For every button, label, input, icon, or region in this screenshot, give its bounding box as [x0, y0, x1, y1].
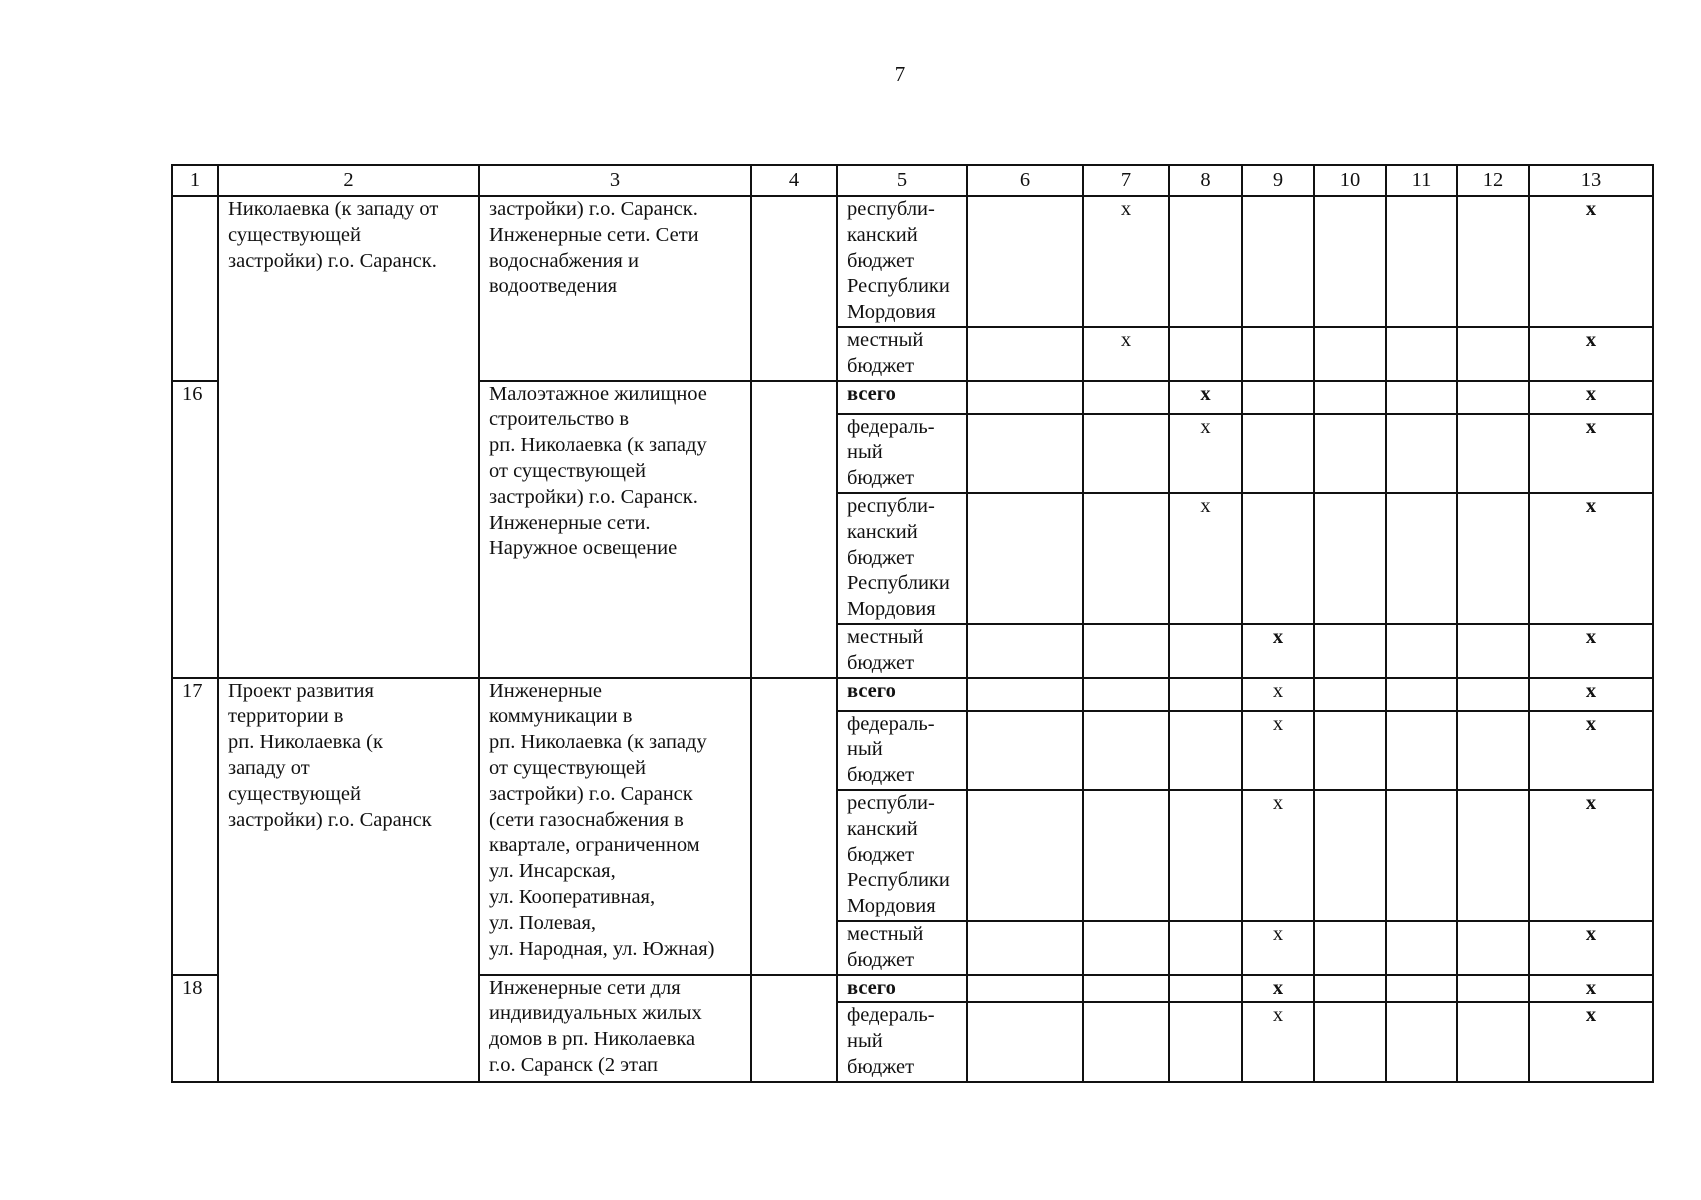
cell-col6 — [967, 975, 1083, 1003]
cell-col11 — [1386, 624, 1457, 678]
project-name-cell: Проект развития территории в рп. Николаевка (к западу от существующей застройки) г.о. Саранск — [218, 678, 479, 1082]
mark-cell: х — [1083, 196, 1169, 327]
page-number: 7 — [894, 62, 906, 86]
cell-col10 — [1314, 678, 1386, 711]
cell-col10 — [1314, 493, 1386, 624]
row-number-cell — [172, 196, 218, 381]
cell-col7 — [1083, 711, 1169, 790]
mark-cell: х — [1169, 381, 1242, 414]
cell-col7 — [1083, 414, 1169, 493]
object-name-cell: Инженерные сети для индивидуальных жилых домов в рп. Николаевка г.о. Саранск (2 этап — [479, 975, 751, 1082]
mark-cell: х — [1529, 790, 1653, 921]
mark-cell: х — [1529, 711, 1653, 790]
cell-col12 — [1457, 1002, 1529, 1081]
cell-col6 — [967, 678, 1083, 711]
cell-col11 — [1386, 678, 1457, 711]
cell-col8 — [1169, 921, 1242, 975]
header-cell: 5 — [837, 165, 967, 196]
cell-col6 — [967, 196, 1083, 327]
cell-col6 — [967, 1002, 1083, 1081]
cell-col12 — [1457, 921, 1529, 975]
cell-col7 — [1083, 493, 1169, 624]
header-cell: 8 — [1169, 165, 1242, 196]
header-cell: 4 — [751, 165, 837, 196]
mark-cell: х — [1529, 381, 1653, 414]
cell-col8 — [1169, 196, 1242, 327]
mark-cell: х — [1242, 678, 1314, 711]
cell-col4 — [751, 975, 837, 1082]
mark-cell: х — [1242, 975, 1314, 1003]
header-cell: 7 — [1083, 165, 1169, 196]
mark-cell: х — [1529, 678, 1653, 711]
cell-col12 — [1457, 790, 1529, 921]
cell-col12 — [1457, 975, 1529, 1003]
mark-cell: х — [1529, 1002, 1653, 1081]
table-row — [172, 678, 1653, 711]
header-cell: 1 — [172, 165, 218, 196]
table-row — [172, 196, 1653, 327]
cell-col7 — [1083, 678, 1169, 711]
cell-col12 — [1457, 327, 1529, 381]
header-cell: 3 — [479, 165, 751, 196]
object-name-cell: Малоэтажное жилищное строительство в рп. Николаевка (к западу от существующей застройки) г.о. Саранск. Инженерные сети. Наружное освещение — [479, 381, 751, 678]
funding-source-cell: местный бюджет — [837, 624, 967, 678]
cell-col6 — [967, 414, 1083, 493]
cell-col8 — [1169, 678, 1242, 711]
project-name-cell: Николаевка (к западу от существующей застройки) г.о. Саранск. — [218, 196, 479, 678]
object-name-cell: Инженерные коммуникации в рп. Николаевка (к западу от существующей застройки) г.о. Саранск (сети газоснабжения в квартале, ограниченном ул. Инсарская, ул. Кооперативная, ул. Полевая, ул. Народная, ул. Южная) — [479, 678, 751, 975]
cell-col7 — [1083, 1002, 1169, 1081]
cell-col6 — [967, 711, 1083, 790]
mark-cell: х — [1242, 624, 1314, 678]
cell-col9 — [1242, 196, 1314, 327]
cell-col8 — [1169, 1002, 1242, 1081]
header-cell: 9 — [1242, 165, 1314, 196]
cell-col6 — [967, 624, 1083, 678]
funding-source-cell: всего — [837, 975, 967, 1003]
cell-col11 — [1386, 196, 1457, 327]
cell-col7 — [1083, 921, 1169, 975]
funding-source-cell: всего — [837, 381, 967, 414]
cell-col10 — [1314, 624, 1386, 678]
cell-col7 — [1083, 790, 1169, 921]
cell-col4 — [751, 678, 837, 975]
cell-col11 — [1386, 493, 1457, 624]
header-cell: 2 — [218, 165, 479, 196]
cell-col6 — [967, 381, 1083, 414]
cell-col11 — [1386, 381, 1457, 414]
mark-cell: х — [1242, 1002, 1314, 1081]
mark-cell: х — [1242, 711, 1314, 790]
cell-col8 — [1169, 327, 1242, 381]
cell-col7 — [1083, 624, 1169, 678]
row-number-cell: 17 — [172, 678, 218, 975]
cell-col4 — [751, 196, 837, 381]
object-name-cell: застройки) г.о. Саранск. Инженерные сети. Сети водоснабжения и водоотведения — [479, 196, 751, 381]
cell-col10 — [1314, 921, 1386, 975]
mark-cell: х — [1529, 921, 1653, 975]
cell-col12 — [1457, 414, 1529, 493]
cell-col8 — [1169, 624, 1242, 678]
cell-col11 — [1386, 921, 1457, 975]
cell-col6 — [967, 921, 1083, 975]
cell-col7 — [1083, 381, 1169, 414]
mark-cell: х — [1242, 921, 1314, 975]
cell-col12 — [1457, 381, 1529, 414]
header-cell: 13 — [1529, 165, 1653, 196]
financing-table — [171, 164, 1654, 1083]
funding-source-cell: всего — [837, 678, 967, 711]
cell-col11 — [1386, 975, 1457, 1003]
cell-col9 — [1242, 414, 1314, 493]
funding-source-cell: федераль- ный бюджет — [837, 1002, 967, 1081]
cell-col12 — [1457, 711, 1529, 790]
cell-col8 — [1169, 711, 1242, 790]
cell-col10 — [1314, 790, 1386, 921]
cell-col11 — [1386, 1002, 1457, 1081]
mark-cell: х — [1169, 493, 1242, 624]
funding-source-cell: республи- канский бюджет Республики Мордовия — [837, 196, 967, 327]
cell-col12 — [1457, 624, 1529, 678]
funding-source-cell: федераль- ный бюджет — [837, 711, 967, 790]
cell-col9 — [1242, 381, 1314, 414]
cell-col12 — [1457, 196, 1529, 327]
cell-col6 — [967, 493, 1083, 624]
row-number-cell: 18 — [172, 975, 218, 1082]
header-cell: 6 — [967, 165, 1083, 196]
cell-col9 — [1242, 327, 1314, 381]
mark-cell: х — [1529, 493, 1653, 624]
cell-col10 — [1314, 196, 1386, 327]
funding-source-cell: местный бюджет — [837, 327, 967, 381]
cell-col7 — [1083, 975, 1169, 1003]
cell-col11 — [1386, 711, 1457, 790]
mark-cell: х — [1529, 196, 1653, 327]
funding-source-cell: местный бюджет — [837, 921, 967, 975]
cell-col6 — [967, 327, 1083, 381]
cell-col11 — [1386, 414, 1457, 493]
header-row — [172, 165, 1653, 196]
cell-col10 — [1314, 414, 1386, 493]
header-cell: 11 — [1386, 165, 1457, 196]
cell-col10 — [1314, 711, 1386, 790]
cell-col10 — [1314, 975, 1386, 1003]
cell-col12 — [1457, 493, 1529, 624]
mark-cell: х — [1242, 790, 1314, 921]
cell-col10 — [1314, 327, 1386, 381]
funding-source-cell: республи- канский бюджет Республики Мордовия — [837, 790, 967, 921]
cell-col11 — [1386, 790, 1457, 921]
mark-cell: х — [1529, 327, 1653, 381]
funding-source-cell: федераль- ный бюджет — [837, 414, 967, 493]
cell-col10 — [1314, 1002, 1386, 1081]
mark-cell: х — [1529, 624, 1653, 678]
cell-col12 — [1457, 678, 1529, 711]
mark-cell: х — [1529, 414, 1653, 493]
cell-col10 — [1314, 381, 1386, 414]
mark-cell: х — [1169, 414, 1242, 493]
cell-col4 — [751, 381, 837, 678]
cell-col6 — [967, 790, 1083, 921]
mark-cell: х — [1083, 327, 1169, 381]
cell-col11 — [1386, 327, 1457, 381]
mark-cell: х — [1529, 975, 1653, 1003]
cell-col8 — [1169, 790, 1242, 921]
header-cell: 12 — [1457, 165, 1529, 196]
row-number-cell: 16 — [172, 381, 218, 678]
cell-col8 — [1169, 975, 1242, 1003]
header-cell: 10 — [1314, 165, 1386, 196]
funding-source-cell: республи- канский бюджет Республики Мордовия — [837, 493, 967, 624]
cell-col9 — [1242, 493, 1314, 624]
